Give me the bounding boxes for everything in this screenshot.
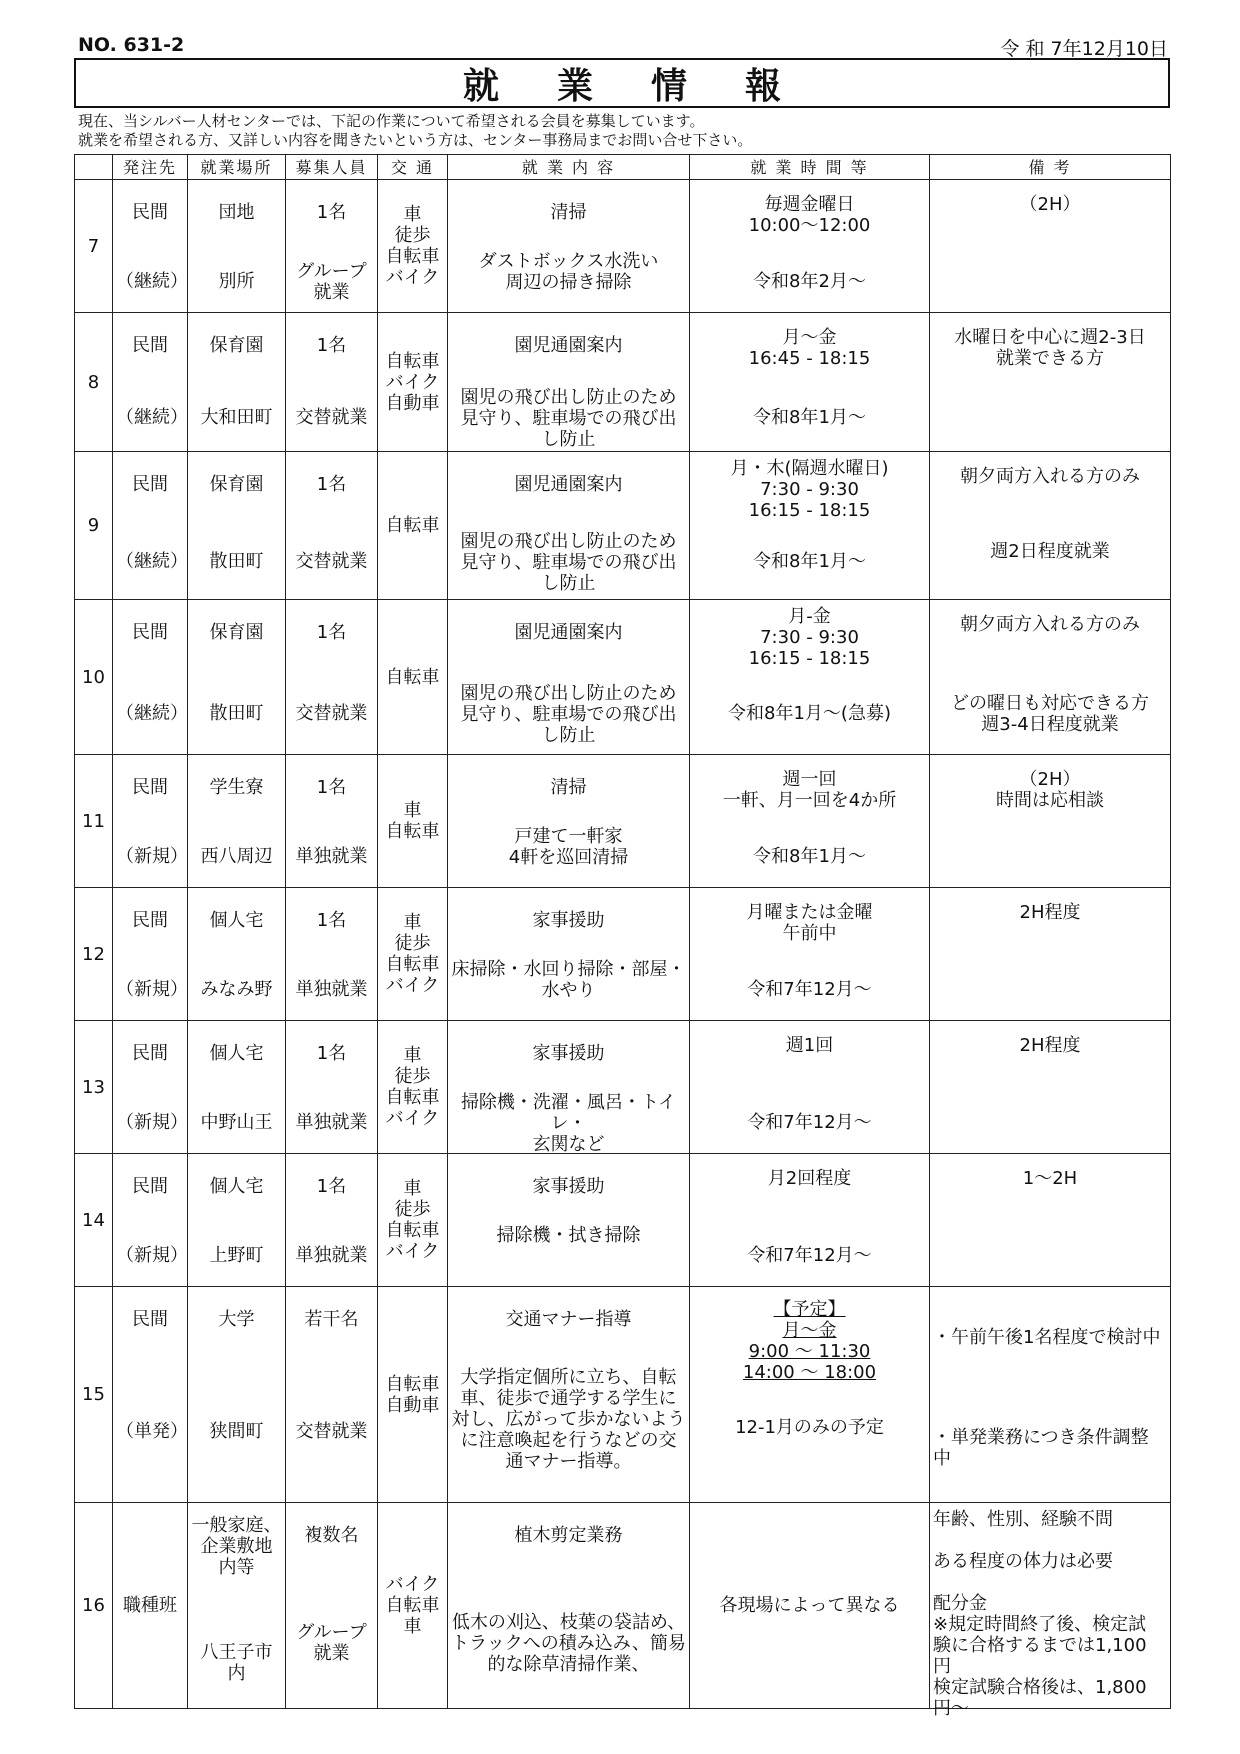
transport-text: 自転車 [385,666,440,688]
client-cell [113,755,188,888]
time-bottom: 令和7年12月～ [747,979,872,1000]
client-cell [113,1287,188,1503]
place-bottom: 西八周辺 [200,846,273,867]
job-cell [448,1154,690,1287]
count-bottom: 単独就業 [295,846,368,867]
job-cell [448,313,690,452]
client-top: 民間 [132,1176,168,1197]
count-bottom: 交替就業 [295,703,368,724]
job-table-body [75,180,1171,1719]
header-place: 就業場所 [188,155,286,180]
note-top: ・午前午後1名程度で検討中 [933,1327,1161,1348]
note-top: 水曜日を中心に週2-3日 就業できる方 [954,327,1146,369]
job-cell [448,1287,690,1503]
count-cell [286,452,378,600]
place-cell [188,452,286,600]
table-row [75,600,1171,755]
note-bottom: ・単発業務につき条件調整 中 [933,1427,1149,1469]
job-top: 清掃 [550,777,587,798]
transport-text: 自転車 自動車 [385,1373,440,1416]
time-cell [690,1154,930,1287]
job-bottom: 園児の飛び出し防止のため 見守り、駐車場での飛び出 し防止 [460,387,677,450]
transport-cell [378,600,448,755]
note-cell [930,1503,1171,1719]
client-cell [113,1021,188,1154]
table-row [75,1503,1171,1709]
note-bottom: どの曜日も対応できる方 週3-4日程度就業 [951,693,1149,735]
time-cell [690,755,930,888]
time-cell [690,180,930,313]
client-bottom: （継続） [116,703,188,724]
place-cell [188,1154,286,1287]
note-cell [930,1287,1171,1503]
time-bottom: 12-1月のみの予定 [735,1417,884,1438]
time-cell [690,888,930,1021]
row-number: 16 [75,1503,113,1709]
title-box [74,58,1170,108]
count-bottom: 交替就業 [295,407,368,428]
time-cell [690,600,930,755]
time-top: 月曜または金曜 午前中 [746,902,873,944]
time-bottom: 令和8年1月～(急募) [728,703,891,724]
count-bottom: 単独就業 [295,1112,368,1133]
client-cell [113,600,188,755]
row-number: 12 [75,888,113,1021]
place-cell [188,600,286,755]
job-top: 家事援助 [532,1043,605,1064]
row-number: 14 [75,1154,113,1287]
place-top: 保育園 [209,474,264,495]
note-top: 2H程度 [1019,902,1081,923]
note-bottom: 週2日程度就業 [990,541,1110,562]
count-cell [286,1503,378,1709]
client-bottom: （継続） [116,271,188,292]
header-client: 発注先 [113,155,188,180]
transport-text: 車 徒歩 自転車 バイク [385,204,440,288]
place-cell [188,1021,286,1154]
count-bottom: グループ 就業 [296,261,367,303]
table-row [75,1021,1171,1154]
place-bottom: 散田町 [209,703,264,724]
job-bottom: 床掃除・水回り掃除・部屋・ 水やり [451,959,686,1001]
client-bottom: （新規） [116,1112,188,1133]
time-cell [690,1503,930,1709]
time-top: 【予定】 月～金 9:00 ～ 11:30 14:00 ～ 18:00 [742,1299,877,1383]
client-bottom: （新規） [116,979,188,1000]
count-top: 若干名 [304,1309,359,1330]
count-top: 1名 [316,1043,347,1064]
place-cell [188,180,286,313]
count-cell [286,600,378,755]
count-bottom: 単独就業 [295,979,368,1000]
place-cell [188,313,286,452]
table-row [75,755,1171,888]
note-cell [930,600,1171,755]
time-bottom: 令和8年2月～ [753,271,866,292]
transport-text: 車 徒歩 自転車 バイク [385,912,440,996]
place-top: 個人宅 [209,1043,264,1064]
count-top: 1名 [316,622,347,643]
client-bottom: （新規） [116,1245,188,1266]
row-number: 13 [75,1021,113,1154]
place-bottom: みなみ野 [200,979,273,1000]
transport-cell [378,180,448,313]
place-top: 保育園 [209,622,264,643]
place-top: 大学 [218,1309,255,1330]
time-cell [690,313,930,452]
intro-line-2: 就業を希望される方、又詳しい内容を聞きたいという方は、センター事務局までお問い合せ下さい。 [78,131,753,149]
count-cell [286,313,378,452]
count-top: 1名 [316,777,347,798]
client-cell [113,313,188,452]
table-row [75,452,1171,600]
place-cell [188,888,286,1021]
client-cell [113,180,188,313]
transport-text: 自転車 バイク 自動車 [385,350,440,414]
note-cell [930,1154,1171,1287]
row-number: 8 [75,313,113,452]
job-cell [448,1503,690,1709]
transport-cell [378,313,448,452]
note-top: 朝夕両方入れる方のみ [960,614,1140,635]
place-cell [188,755,286,888]
client-cell [113,452,188,600]
count-top: 複数名 [304,1525,359,1546]
note-top: 2H程度 [1019,1035,1081,1056]
intro-text [78,112,752,150]
transport-cell [378,888,448,1021]
count-cell [286,1154,378,1287]
client-top: 民間 [132,1043,168,1064]
note-top: （2H） [1019,194,1081,215]
time-top: 月-金 7:30 - 9:30 16:15 - 18:15 [748,606,871,669]
count-top: 1名 [316,910,347,931]
job-top: 園児通園案内 [514,335,623,356]
time-bottom: 令和7年12月～ [747,1245,872,1266]
table-row [75,180,1171,313]
job-bottom: 低木の刈込、枝葉の袋詰め、 トラックへの積み込み、簡易 的な除草清掃作業、 [451,1612,686,1675]
job-bottom: 園児の飛び出し防止のため 見守り、駐車場での飛び出 し防止 [460,531,677,594]
table-row [75,1154,1171,1287]
transport-text: 車 自転車 [385,800,440,842]
count-top: 1名 [316,202,347,223]
count-top: 1名 [316,335,347,356]
header-note: 備 考 [930,155,1171,180]
count-cell [286,180,378,313]
client-top: 民間 [132,910,168,931]
transport-cell [378,452,448,600]
job-cell [448,180,690,313]
time-cell [690,1021,930,1154]
client-top: 民間 [132,335,168,356]
place-bottom: 上野町 [209,1245,264,1266]
transport-cell [378,1021,448,1154]
place-bottom: 中野山王 [200,1112,273,1133]
place-top: 学生寮 [209,777,264,798]
header-count: 募集人員 [286,155,378,180]
job-top: 清掃 [550,202,587,223]
count-cell [286,1287,378,1503]
place-top: 一般家庭、 企業敷地 内等 [191,1515,282,1578]
table-row [75,1287,1171,1503]
time-top: 毎週金曜日 10:00～12:00 [748,194,871,236]
row-number: 11 [75,755,113,888]
job-top: 交通マナー指導 [505,1309,632,1330]
row-number: 10 [75,600,113,755]
header-number [75,155,113,180]
time-bottom: 令和8年1月～ [753,551,866,572]
count-bottom: グループ 就業 [296,1622,367,1664]
count-bottom: 単独就業 [295,1245,368,1266]
client-bottom: （継続） [116,551,188,572]
transport-cell [378,1154,448,1287]
job-top: 家事援助 [532,1176,605,1197]
job-bottom: 掃除機・拭き掃除 [496,1225,641,1246]
row-number: 7 [75,180,113,313]
client-top: 民間 [132,474,168,495]
job-top: 家事援助 [532,910,605,931]
place-top: 保育園 [209,335,264,356]
job-cell [448,600,690,755]
note-cell [930,1021,1171,1154]
time-cell [690,452,930,600]
transport-cell [378,755,448,888]
count-top: 1名 [316,1176,347,1197]
count-cell [286,888,378,1021]
period-text: 各現場によって異なる [719,1595,900,1616]
place-bottom: 別所 [218,271,255,292]
time-cell [690,1287,930,1503]
client-top: 民間 [132,1309,168,1330]
place-bottom: 大和田町 [200,407,273,428]
client-bottom: （継続） [116,407,188,428]
time-bottom: 令和8年1月～ [753,846,866,867]
note-cell [930,452,1171,600]
row-number: 9 [75,452,113,600]
job-bottom: 園児の飛び出し防止のため 見守り、駐車場での飛び出 し防止 [460,683,677,746]
job-top: 園児通園案内 [514,622,623,643]
count-top: 1名 [316,474,347,495]
place-bottom: 八王子市 内 [200,1642,273,1684]
job-listing-table [74,154,1171,1719]
place-bottom: 狭間町 [209,1421,264,1442]
job-bottom: 掃除機・洗濯・風呂・トイレ・ 玄関など [460,1092,677,1155]
transport-cell [378,1287,448,1503]
client-cell [113,1154,188,1287]
header-transport: 交 通 [378,155,448,180]
job-top: 園児通園案内 [514,474,623,495]
header-job: 就 業 内 容 [448,155,690,180]
intro-line-1: 現在、当シルバー人材センターでは、下記の作業について希望される会員を募集しています。 [78,112,705,130]
table-header-row [75,155,1171,180]
note-top: 1～2H [1022,1168,1078,1189]
transport-text: 車 徒歩 自転車 バイク [385,1045,440,1129]
time-top: 週一回 一軒、月一回を4か所 [722,769,897,811]
client-bottom: （新規） [116,846,188,867]
header-time: 就 業 時 間 等 [690,155,930,180]
job-cell [448,452,690,600]
client-top: 民間 [132,622,168,643]
client-cell [113,888,188,1021]
note-top: （2H） 時間は応相談 [996,769,1104,811]
row-number: 15 [75,1287,113,1503]
time-top: 月・木(隔週水曜日) 7:30 - 9:30 16:15 - 18:15 [730,458,889,521]
client-cell [113,1503,188,1709]
document-number: NO. 631-2 [78,34,185,56]
time-top: 週1回 [785,1035,834,1056]
client-top: 民間 [132,202,168,223]
client-bottom: （単発） [116,1421,188,1442]
transport-text: 自転車 [385,515,440,536]
note-top: 朝夕両方入れる方のみ [960,466,1140,487]
client-top: 民間 [132,777,168,798]
place-top: 個人宅 [209,910,264,931]
place-top: 個人宅 [209,1176,264,1197]
time-top: 月2回程度 [767,1168,852,1189]
job-top: 植木剪定業務 [514,1525,623,1546]
client-text: 職種班 [123,1595,177,1616]
job-bottom: ダストボックス水洗い 周辺の掃き掃除 [478,251,659,293]
issue-date: 令 和 7年12月10日 [1000,38,1168,60]
page-title: 就業情報 [462,65,839,107]
place-bottom: 散田町 [209,551,264,572]
transport-text: バイク 自転車 車 [385,1574,440,1637]
note-top: 年齢、性別、経験不問 ある程度の体力は必要 配分金 ※規定時間終了後、検定試 験に合格するまでは1,100 円 検定試験合格後は、1,800 円～ [933,1509,1147,1719]
place-cell [188,1503,286,1709]
note-cell [930,755,1171,888]
time-top: 月～金 16:45 - 18:15 [748,327,871,369]
job-bottom: 戸建て一軒家 4軒を巡回清掃 [508,826,629,868]
note-cell [930,180,1171,313]
table-row [75,313,1171,452]
count-cell [286,755,378,888]
note-cell [930,888,1171,1021]
time-bottom: 令和8年1月～ [753,407,866,428]
job-cell [448,1021,690,1154]
place-top: 団地 [218,202,255,223]
job-cell [448,755,690,888]
job-cell [448,888,690,1021]
table-row [75,888,1171,1021]
place-cell [188,1287,286,1503]
count-cell [286,1021,378,1154]
job-bottom: 大学指定個所に立ち、自転 車、徒歩で通学する学生に 対し、広がって歩かないよう に注意喚起を行うなどの交 通マナー指導。 [451,1367,686,1472]
time-bottom: 令和7年12月～ [747,1112,872,1133]
count-bottom: 交替就業 [295,1421,368,1442]
transport-text: 車 徒歩 自転車 バイク [385,1178,440,1262]
count-bottom: 交替就業 [295,551,368,572]
note-cell [930,313,1171,452]
transport-cell [378,1503,448,1709]
